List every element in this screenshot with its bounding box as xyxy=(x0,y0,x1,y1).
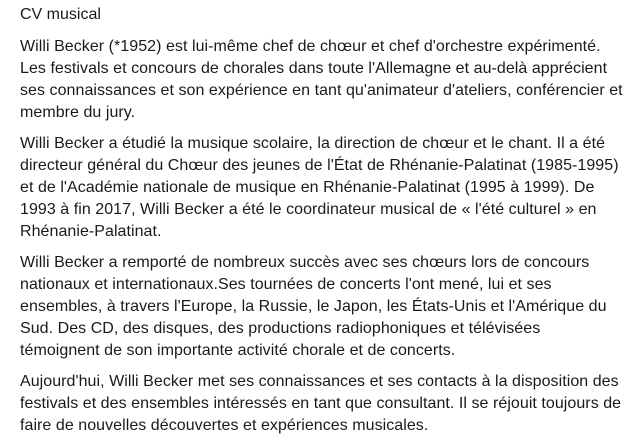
page-heading: CV musical xyxy=(20,6,101,23)
paragraph-achievements: Willi Becker a remporté de nombreux succès avec ses chœurs lors de concours nationaux et internationaux.Ses tournées de concerts l'ont mené, lui et ses ensembles, à travers l'Europe, la Russie, le Japon, les États-Unis et l'Amérique du Sud. Des CD, des disques, des productions radiophoniques et télévisées témoignent de son importante activité chorale et de concerts. xyxy=(20,254,607,359)
paragraph-today: Aujourd'hui, Willi Becker met ses connaissances et ses contacts à la disposition des festivals et des ensembles intéressés en tant que consultant. Il se réjouit toujours de faire de nouvelles découvertes et expériences musicales. xyxy=(20,373,622,434)
paragraph-education: Willi Becker a étudié la musique scolaire, la direction de chœur et le chant. Il a été directeur général du Chœur des jeunes de l'État de Rhénanie-Palatinat (1985-1995) et de l'Académie nationale de musique en Rhénanie-Palatinat (1995 à 1999). De 1993 à fin 2017, Willi Becker a été le coordinateur musical de « l'été culturel » en Rhénanie-Palatinat. xyxy=(20,135,619,240)
paragraph-intro: Willi Becker (*1952) est lui-même chef de chœur et chef d'orchestre expérimenté. Les festivals et concours de chorales dans toute l'Allemagne et au-delà apprécient ses connaissances et son expérience en tant qu'animateur d'ateliers, conférencier et membre du jury. xyxy=(20,38,623,121)
